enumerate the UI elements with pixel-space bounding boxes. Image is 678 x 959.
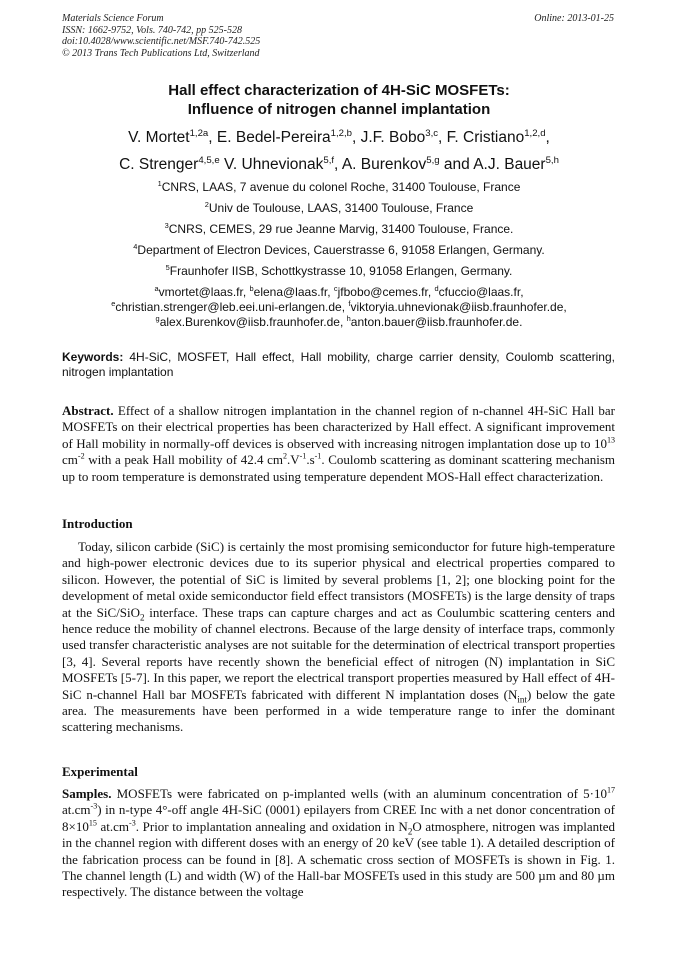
intro-sub: int — [517, 694, 527, 705]
author-separator: , — [438, 129, 447, 146]
title-line-1: Hall effect characterization of 4H-SiC MOSFETs: — [168, 82, 510, 99]
affiliation-text: Univ de Toulouse, LAAS, 31400 Toulouse, France — [208, 201, 474, 215]
affiliation — [40, 177, 638, 198]
exp-sup: 17 — [606, 785, 615, 795]
keywords-text: 4H-SiC, MOSFET, Hall effect, Hall mobility, charge carrier density, Coulomb scattering, nitrogen implantation — [62, 350, 615, 379]
email-link[interactable]: vmortet@laas.fr — [158, 285, 243, 299]
email-link[interactable]: viktoryia.uhnevionak@iisb.fraunhofer.de — [350, 300, 564, 314]
email-link[interactable]: christian.strenger@leb.eei.uni-erlangen.de — [115, 300, 342, 314]
email-sup: e — [111, 299, 116, 308]
abstract-text: .s — [306, 452, 315, 468]
abstract-sup: -1 — [314, 451, 322, 461]
email-link[interactable]: alex.Burenkov@iisb.fraunhofer.de — [159, 315, 340, 329]
author-name: V. Mortet — [128, 129, 190, 146]
samples-label: Samples. — [62, 786, 112, 801]
abstract-text: .V — [287, 452, 300, 468]
exp-text: at.cm — [96, 818, 130, 834]
author-separator: and — [439, 156, 474, 173]
affiliation-sup: 5 — [165, 263, 170, 272]
email-sup: g — [155, 314, 160, 323]
issn-line: ISSN: 1662-9752, Vols. 740-742, pp 525-528 — [62, 24, 242, 36]
abstract-sup: -1 — [299, 451, 307, 461]
author-sup: 4,5,e — [198, 154, 220, 166]
author-sup: 1,2,b — [330, 127, 352, 139]
abstract-sup: 13 — [606, 435, 615, 445]
exp-text: O atmosphere, nitrogen was implanted in the channel region with different doses with an energy of 20 keV (see table 1). A detailed description of the fabrication process can be found in [8]. A schematic cross section of MOSFETs is shown in Fig. 1. The channel length (L) and width (W) of the Hall-bar MOSFETs used in this study are 500 µm and 80 µm respectively. The distance between the voltage — [62, 818, 616, 900]
intro-text: ) below the gate area. The measurements have been performed in a wide temperature range to infer the dominant scattering mechanisms. — [62, 686, 615, 735]
exp-sup: 15 — [88, 818, 97, 828]
email-link[interactable]: cfuccio@laas.fr — [438, 285, 521, 299]
exp-sup: -3 — [129, 818, 136, 828]
experimental-heading: Experimental — [62, 764, 138, 779]
author-name: C. Strenger — [119, 156, 199, 173]
author-name: J.F. Bobo — [360, 129, 426, 146]
abstract-sup: 2 — [282, 451, 287, 461]
intro-text: interface. These traps can capture charges and act as Coulumbic scattering centers and hence reduce the mobility of channel electrons. Because of the large density of interface traps, commonly used transfer characteristic analyses are not suitable for the determination of electrical transport properties [3, 4]. Several reports have recently shown the beneficial effect of nitrogen (N) implantation in SiC MOSFETs [5-7]. In this paper, we report the electrical transport properties measured by Hall effect of 4H-SiC n-channel Hall bar MOSFETs fabricated with different N implantation doses (N — [62, 604, 615, 702]
abstract-text: . Coulomb scattering as dominant scattering mechanism up to room temperature is demonstrated using temperature dependent MOS-Hall effect characterization. — [62, 452, 615, 484]
intro-text: Today, silicon carbide (SiC) is certainly the most promising semiconductor for future high-temperature and high-power electronic devices due to its superior physical and electrical properties compared to silicon. However, the potential of SiC is limited by several problems [1, 2]; one blocking point for the development of metal oxide semiconductor field effect transistors (MOSFETs) is the large density of traps at the SiC/SiO — [62, 539, 615, 620]
affiliation — [40, 240, 638, 261]
email-sup: d — [434, 284, 439, 293]
exp-text: MOSFETs were fabricated on p-implanted wells (with an aluminum concentration of 5·10 — [111, 786, 607, 801]
abstract-text: Effect of a shallow nitrogen implantation in the channel region of n-channel 4H-SiC Hall bar MOSFETs on their electrical properties has been characterized by Hall effect. A significant improvement of Hall mobility in normally-off devices is observed with increasing nitrogen implantation dose up to 10 — [62, 403, 616, 451]
email-sup: c — [333, 284, 338, 293]
affiliation-sup: 2 — [204, 200, 209, 209]
email-sup: h — [346, 314, 351, 323]
email-sup: a — [154, 284, 159, 293]
affiliation-sup: 4 — [133, 242, 138, 251]
copyright-line: © 2013 Trans Tech Publications Ltd, Switzerland — [62, 47, 260, 59]
affiliation-text: Department of Electron Devices, Cauerstrasse 6, 91058 Erlangen, Germany. — [137, 243, 545, 257]
author-name: V. Uhnevionak — [223, 156, 324, 173]
doi-line: doi:10.4028/www.scientific.net/MSF.740-742.525 — [62, 36, 261, 47]
email-list — [40, 285, 638, 330]
affiliation-text: CNRS, CEMES, 29 rue Jeanne Marvig, 31400 Toulouse, France. — [168, 222, 514, 236]
intro-sub: 2 — [140, 612, 145, 623]
affiliation-list — [40, 177, 638, 282]
affiliation — [40, 198, 638, 219]
experimental-paragraph — [62, 786, 615, 901]
author-line-2 — [40, 151, 638, 178]
journal-name: Materials Science Forum — [62, 13, 164, 24]
exp-text: ) in n-type 4°-off angle 4H-SiC (0001) epilayers from CREE Inc with a net donor concentration of 8×10 — [62, 802, 615, 834]
email-sup: f — [348, 299, 351, 308]
author-line-1 — [40, 124, 638, 151]
exp-sup: -3 — [90, 802, 98, 812]
abstract-label: Abstract. — [62, 403, 114, 418]
abstract-text: with a peak Hall mobility of 42.4 cm — [84, 452, 283, 468]
email-sup: b — [249, 284, 254, 293]
author-sup: 1,2a — [189, 127, 209, 139]
exp-text: . Prior to implantation annealing and oxidation in N — [135, 818, 408, 834]
author-separator: , — [334, 156, 342, 173]
author-list — [40, 124, 638, 178]
abstract-sup: -2 — [77, 451, 85, 461]
online-date: Online: 2013-01-25 — [534, 13, 614, 24]
email-line-1: $^a$vmortet@laas.fr, $^b$elena@laas.fr, $^c$jfbobo@cemes.fr, $^d$cfuccio@laas.fr, — [154, 284, 524, 299]
affiliation — [40, 219, 638, 240]
introduction-heading: Introduction — [62, 516, 133, 531]
abstract — [62, 403, 615, 485]
keywords — [62, 350, 615, 380]
author-separator: , — [545, 129, 550, 146]
email-link[interactable]: elena@laas.fr — [253, 285, 328, 299]
author-sup: 5,h — [545, 154, 559, 166]
author-sup: 3,c — [425, 127, 439, 139]
author-sup: 1,2,d — [524, 127, 546, 139]
exp-sub: 2 — [407, 826, 413, 837]
author-name: F. Cristiano — [446, 129, 525, 146]
journal-header — [62, 13, 260, 59]
affiliation-text: Fraunhofer IISB, Schottkystrasse 10, 91058 Erlangen, Germany. — [169, 264, 513, 278]
author-sup: 5,g — [426, 154, 440, 166]
affiliation-sup: 3 — [164, 221, 169, 230]
affiliation-sup: 1 — [157, 179, 162, 188]
abstract-text: cm — [62, 452, 78, 468]
email-line-2: $^e$christian.strenger@leb.eei.uni-erlangen.de, $^f$viktoryia.uhnevionak@iisb.fraunhofer.de, — [111, 299, 567, 314]
title-line-2: Influence of nitrogen channel implantation — [187, 101, 491, 118]
affiliation-text: CNRS, LAAS, 7 avenue du colonel Roche, 31400 Toulouse, France — [161, 180, 521, 194]
email-link[interactable]: anton.bauer@iisb.fraunhofer.de. — [350, 315, 523, 329]
exp-text: at.cm — [62, 802, 91, 818]
author-name: A. Burenkov — [341, 156, 427, 173]
author-name: A.J. Bauer — [473, 156, 546, 173]
keywords-label: Keywords: — [62, 350, 124, 364]
author-separator: , — [351, 129, 361, 146]
affiliation — [40, 261, 638, 282]
author-sup: 5,f — [323, 154, 335, 166]
introduction-paragraph — [62, 539, 615, 736]
author-separator: , — [208, 129, 217, 146]
email-link[interactable]: jfbobo@cemes.fr — [337, 285, 428, 299]
email-line-3: $^g$alex.Burenkov@iisb.fraunhofer.de, $^h$anton.bauer@iisb.fraunhofer.de. — [155, 314, 523, 329]
author-name: E. Bedel-Pereira — [216, 129, 331, 146]
paper-title — [40, 81, 638, 119]
